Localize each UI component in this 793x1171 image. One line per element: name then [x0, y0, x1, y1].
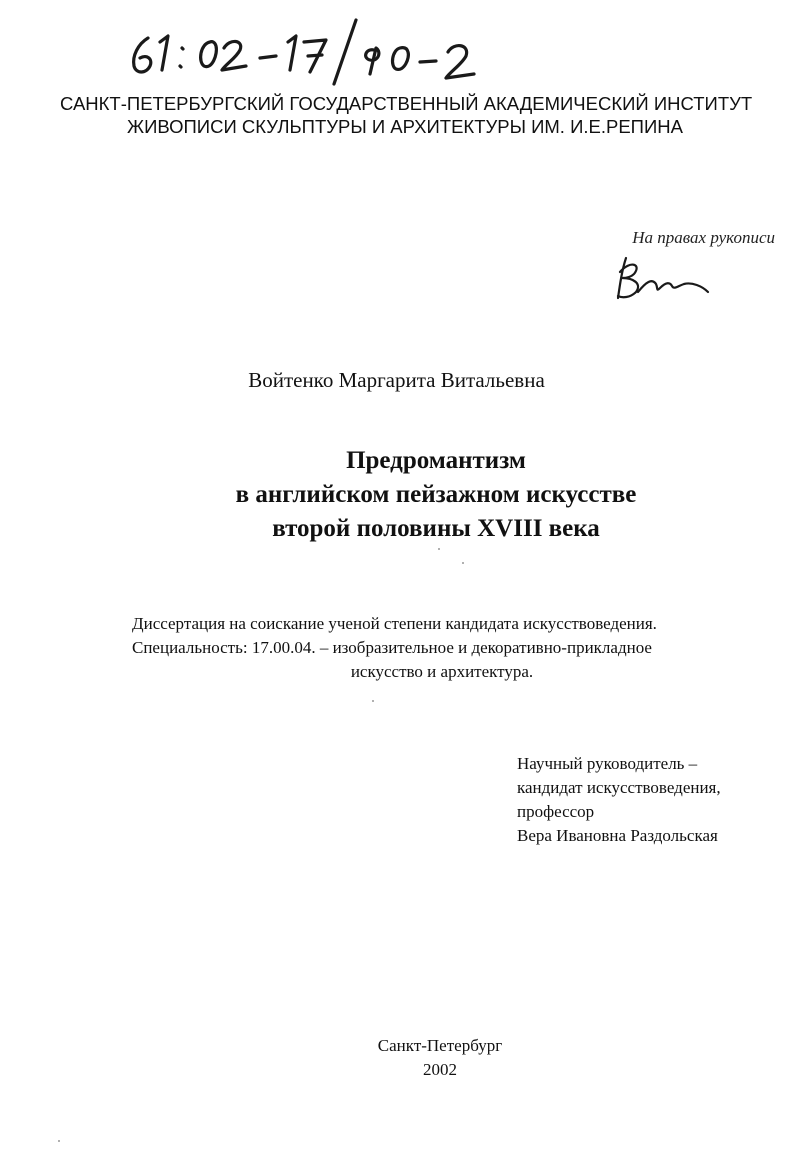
author-name: Войтенко Маргарита Витальевна: [248, 368, 545, 392]
title-line-1: Предромантизм: [346, 447, 526, 474]
description-line-3: искусство и архитектура.: [350, 662, 534, 681]
supervisor-line-1: Научный руководитель –: [517, 754, 698, 773]
institute-header: [60, 92, 753, 138]
scan-speck: [58, 1140, 60, 1142]
supervisor-line-2: кандидат искусствоведения,: [517, 778, 721, 797]
year: 2002: [423, 1060, 457, 1079]
supervisor-line-4: Вера Ивановна Раздольская: [517, 826, 718, 845]
institute-line-1: САНКТ-ПЕТЕРБУРГСКИЙ ГОСУДАРСТВЕННЫЙ АКАДЕМИЧЕСКИЙ ИНСТИТУТ: [60, 93, 753, 114]
description-line-2: Специальность: 17.00.04. – изобразительное и декоративно-прикладное: [132, 638, 652, 657]
supervisor-line-3: профессор: [517, 802, 595, 821]
scan-speck: [438, 548, 440, 550]
description-line-1: Диссертация на соискание ученой степени кандидата искусствоведения.: [132, 614, 657, 633]
place: Санкт-Петербург: [377, 1036, 503, 1055]
scan-speck: [372, 700, 374, 702]
title-line-3: второй половины XVIII века: [272, 515, 600, 542]
signature: [612, 252, 722, 312]
title-line-2: в английском пейзажном искусстве: [235, 481, 637, 508]
supervisor-block: [517, 752, 721, 848]
rights-note: На правах рукописи: [632, 228, 775, 247]
dissertation-description: [132, 612, 772, 684]
handwritten-number-text: [120, 12, 500, 92]
dissertation-title: [0, 444, 793, 546]
signature-drawing: [612, 252, 722, 312]
institute-line-2: ЖИВОПИСИ СКУЛЬПТУРЫ И АРХИТЕКТУРЫ ИМ. И.Е.РЕПИНА: [127, 116, 683, 137]
place-and-year: [0, 1034, 793, 1082]
scan-speck: [462, 562, 464, 564]
handwritten-catalog-number: [120, 12, 500, 92]
